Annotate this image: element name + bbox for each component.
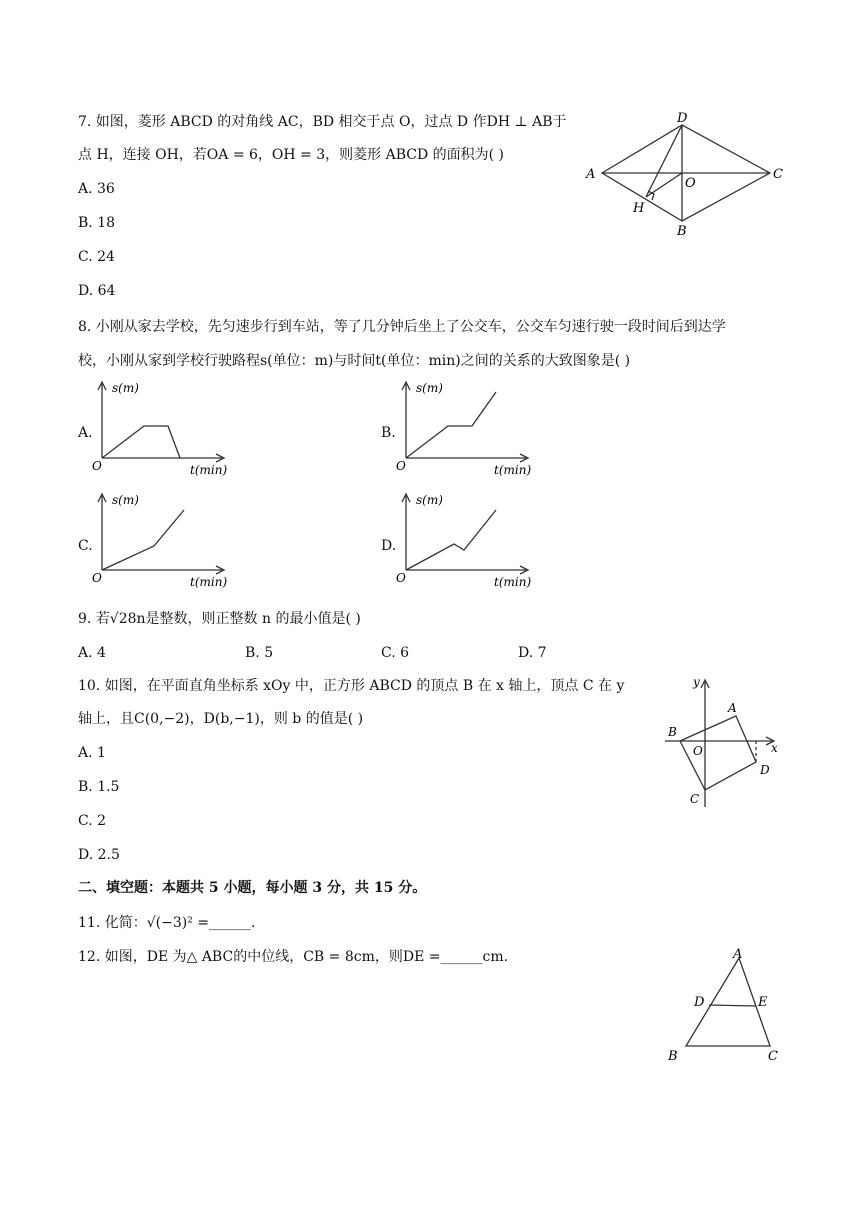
q10-line1: 10. 如图，在平面直角坐标系 xOy 中，正方形 ABCD 的顶点 B 在 x 轴上，顶点 C 在 y — [78, 678, 625, 694]
label-a: A — [733, 947, 743, 962]
graph-c-origin: O — [92, 571, 102, 585]
q9-option-b: B. 5 — [245, 645, 274, 661]
label-d: D — [760, 763, 770, 777]
label-c: C — [690, 792, 700, 806]
label-e: E — [758, 995, 768, 1010]
label-y: y — [693, 675, 700, 689]
graph-d-curve — [406, 510, 496, 570]
label-o: O — [693, 744, 703, 758]
q7-line1: 7. 如图，菱形 ABCD 的对角线 AC，BD 相交于点 O，过点 D 作DH ⊥ AB于 — [78, 114, 567, 130]
graph-b-axis-x: t(min) — [494, 463, 532, 477]
q9-line: 9. 若√28n是整数，则正整数 n 的最小值是( ) — [78, 611, 361, 627]
triangle-figure — [664, 944, 789, 1069]
label-a: A — [586, 167, 596, 182]
q8-option-c: C. — [78, 538, 93, 554]
q10-option-d: D. 2.5 — [78, 847, 120, 863]
graph-c — [92, 490, 242, 590]
graph-b-curve — [406, 392, 496, 458]
graph-d-axis-y: s(m) — [416, 493, 443, 507]
q10-option-c: C. 2 — [78, 813, 107, 829]
label-d: D — [677, 111, 688, 126]
graph-c-curve — [102, 510, 184, 570]
coordinate-figure — [660, 672, 790, 812]
q7-line2: 点 H，连接 OH，若OA = 6，OH = 3，则菱形 ABCD 的面积为( ) — [78, 147, 505, 163]
label-c: C — [773, 167, 783, 182]
q8-option-b: B. — [381, 425, 396, 441]
q7-option-a: A. 36 — [78, 181, 115, 197]
graph-c-axis-y: s(m) — [112, 493, 139, 507]
square-abcd — [680, 716, 756, 790]
q7-option-c: C. 24 — [78, 249, 115, 265]
q8-option-d: D. — [381, 538, 397, 554]
graph-d — [396, 490, 546, 590]
q10-option-a: A. 1 — [78, 745, 106, 761]
q8-option-a: A. — [78, 425, 93, 441]
label-h: H — [633, 201, 645, 216]
section2-heading: 二、填空题：本题共 5 小题，每小题 3 分，共 15 分。 — [78, 880, 427, 896]
graph-b — [396, 378, 546, 478]
graph-a-axis-x: t(min) — [190, 463, 228, 477]
graph-c-axis-x: t(min) — [190, 575, 228, 589]
q7-option-d: D. 64 — [78, 283, 116, 299]
graph-a — [92, 378, 242, 478]
label-b: B — [668, 725, 677, 739]
label-d: D — [694, 995, 705, 1010]
label-b: B — [677, 224, 687, 239]
graph-b-axis-y: s(m) — [416, 381, 443, 395]
q11-line: 11. 化简：√(−3)² =______. — [78, 915, 256, 931]
label-b: B — [668, 1049, 678, 1064]
label-a: A — [728, 701, 737, 715]
q8-line2: 校，小刚从家到学校行驶路程s(单位：m)与时间t(单位：min)之间的关系的大致图象是( ) — [78, 353, 631, 369]
q12-line: 12. 如图，DE 为△ ABC的中位线，CB = 8cm，则DE =______cm. — [78, 949, 509, 965]
q8-line1: 8. 小刚从家去学校，先匀速步行到车站，等了几分钟后坐上了公交车，公交车匀速行驶一段时间后到达学 — [78, 319, 726, 335]
label-x: x — [771, 741, 778, 755]
q10-line2: 轴上，且C(0,−2)，D(b,−1)，则 b 的值是( ) — [78, 711, 364, 727]
q9-option-a: A. 4 — [78, 645, 106, 661]
graph-a-origin: O — [92, 459, 102, 473]
q9-option-d: D. 7 — [518, 645, 547, 661]
graph-a-curve — [102, 426, 180, 458]
q9-option-c: C. 6 — [381, 645, 410, 661]
graph-d-origin: O — [396, 571, 406, 585]
midline-de — [709, 1005, 756, 1006]
q10-option-b: B. 1.5 — [78, 779, 120, 795]
graph-b-origin: O — [396, 459, 406, 473]
label-c: C — [768, 1049, 778, 1064]
q7-option-b: B. 18 — [78, 215, 116, 231]
graph-d-axis-x: t(min) — [494, 575, 532, 589]
label-o: O — [685, 176, 696, 191]
rhombus-figure — [580, 105, 790, 240]
graph-a-axis-y: s(m) — [112, 381, 139, 395]
